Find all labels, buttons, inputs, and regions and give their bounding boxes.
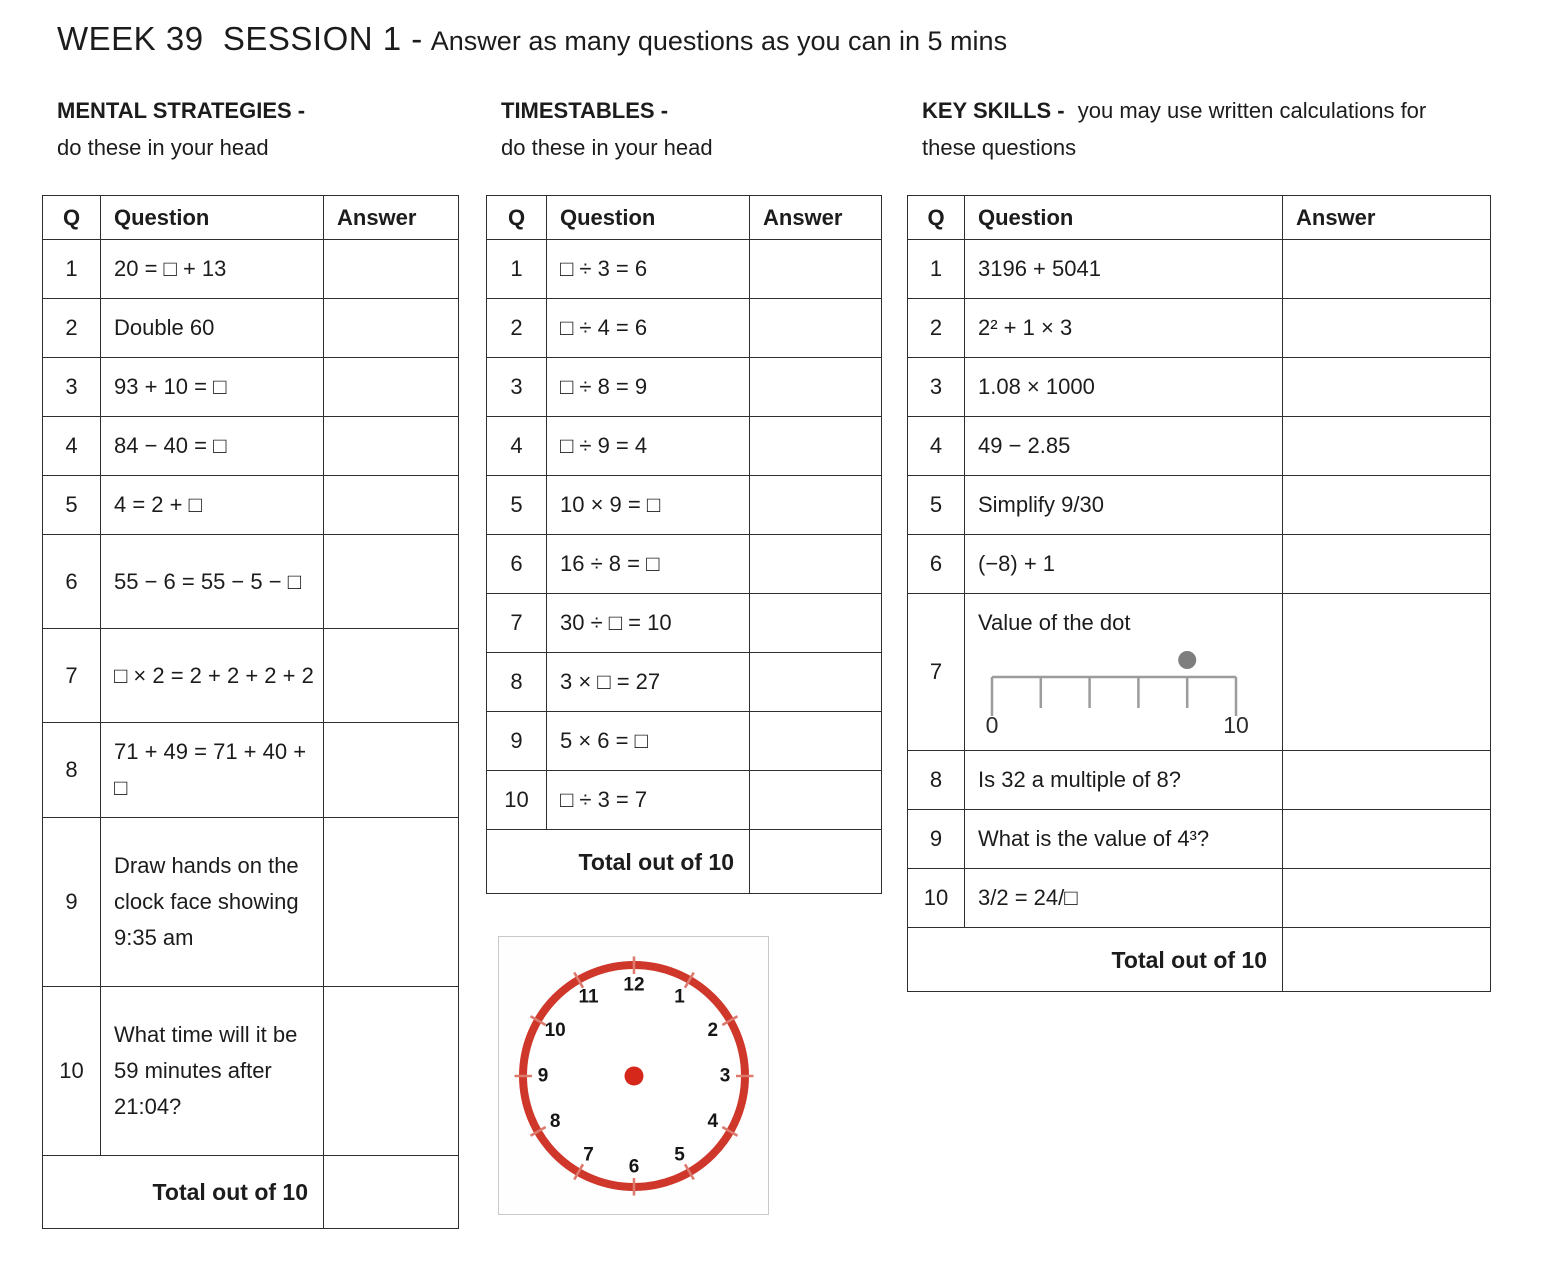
column-mental-strategies xyxy=(42,92,459,1229)
answer-cell[interactable] xyxy=(324,240,459,299)
table-row xyxy=(487,594,882,653)
question-text: □ × 2 = 2 + 2 + 2 + 2 xyxy=(101,629,324,723)
clock-number: 5 xyxy=(673,1143,685,1165)
clock-face-image[interactable] xyxy=(498,936,769,1215)
clock-number: 11 xyxy=(577,986,599,1008)
timestables-table xyxy=(486,195,882,894)
section-heading-timestables xyxy=(501,92,882,195)
total-row xyxy=(487,830,882,894)
key-skills-table xyxy=(907,195,1491,992)
answer-cell[interactable] xyxy=(750,299,882,358)
answer-cell[interactable] xyxy=(324,629,459,723)
table-row xyxy=(908,417,1491,476)
question-number: 10 xyxy=(43,987,101,1156)
question-number: 1 xyxy=(487,240,547,299)
table-row xyxy=(908,358,1491,417)
answer-cell[interactable] xyxy=(750,240,882,299)
table-row xyxy=(43,987,459,1156)
clock-number: 7 xyxy=(582,1143,594,1165)
answer-cell[interactable] xyxy=(750,594,882,653)
clock-number: 9 xyxy=(537,1065,548,1086)
total-row xyxy=(908,928,1491,992)
question-text: 3196 + 5041 xyxy=(965,240,1283,299)
question-number: 1 xyxy=(43,240,101,299)
answer-cell[interactable] xyxy=(324,476,459,535)
question-text: 71 + 49 = 71 + 40 + □ xyxy=(101,723,324,818)
table-row xyxy=(487,476,882,535)
page-title xyxy=(57,20,1550,58)
question-number: 2 xyxy=(908,299,965,358)
answer-cell[interactable] xyxy=(324,417,459,476)
table-row xyxy=(908,240,1491,299)
col-header-q: Q xyxy=(487,196,547,240)
answer-cell[interactable] xyxy=(1283,810,1491,869)
question-text: □ ÷ 8 = 9 xyxy=(547,358,750,417)
answer-cell[interactable] xyxy=(324,358,459,417)
question-text: 93 + 10 = □ xyxy=(101,358,324,417)
table-row xyxy=(43,240,459,299)
col-header-q: Q xyxy=(908,196,965,240)
clock-number: 6 xyxy=(628,1156,639,1177)
question-text: □ ÷ 3 = 7 xyxy=(547,771,750,830)
table-row xyxy=(487,299,882,358)
question-text: What time will it be 59 minutes after 21:04? xyxy=(101,987,324,1156)
question-text: 49 − 2.85 xyxy=(965,417,1283,476)
answer-cell[interactable] xyxy=(750,653,882,712)
table-row xyxy=(487,712,882,771)
section-subtitle: do these in your head xyxy=(57,135,269,160)
numberline-dot xyxy=(1178,651,1196,669)
total-answer-cell[interactable] xyxy=(750,830,882,894)
section-subtitle: do these in your head xyxy=(501,135,713,160)
clock-number: 8 xyxy=(549,1110,560,1132)
table-row xyxy=(908,810,1491,869)
table-row xyxy=(487,535,882,594)
question-text: Simplify 9/30 xyxy=(965,476,1283,535)
question-number: 1 xyxy=(908,240,965,299)
answer-cell[interactable] xyxy=(1283,594,1491,751)
answer-cell[interactable] xyxy=(750,712,882,771)
question-number: 8 xyxy=(43,723,101,818)
answer-cell[interactable] xyxy=(324,818,459,987)
total-answer-cell[interactable] xyxy=(324,1156,459,1229)
question-number: 4 xyxy=(43,417,101,476)
table-row xyxy=(43,299,459,358)
answer-cell[interactable] xyxy=(1283,476,1491,535)
question-number: 2 xyxy=(487,299,547,358)
table-row xyxy=(908,476,1491,535)
numberline-max-label: 10 xyxy=(1223,712,1249,738)
table-row xyxy=(908,751,1491,810)
question-text: 30 ÷ □ = 10 xyxy=(547,594,750,653)
table-row xyxy=(487,417,882,476)
clock-number: 1 xyxy=(673,986,685,1008)
question-number: 9 xyxy=(908,810,965,869)
question-number: 2 xyxy=(43,299,101,358)
table-row xyxy=(908,869,1491,928)
clock-number: 10 xyxy=(544,1019,566,1041)
table-row xyxy=(487,771,882,830)
section-title: TIMESTABLES - xyxy=(501,98,669,123)
table-row xyxy=(908,594,1491,751)
clock-center-dot xyxy=(624,1066,643,1085)
answer-cell[interactable] xyxy=(750,535,882,594)
question-text: □ ÷ 3 = 6 xyxy=(547,240,750,299)
table-row xyxy=(487,358,882,417)
question-number: 5 xyxy=(43,476,101,535)
answer-cell[interactable] xyxy=(1283,869,1491,928)
col-header-answer: Answer xyxy=(750,196,882,240)
question-text: 10 × 9 = □ xyxy=(547,476,750,535)
question-text: What is the value of 4³? xyxy=(965,810,1283,869)
question-number: 7 xyxy=(487,594,547,653)
question-number: 4 xyxy=(908,417,965,476)
table-row xyxy=(43,358,459,417)
answer-cell[interactable] xyxy=(750,358,882,417)
table-row xyxy=(43,535,459,629)
page-title-sub: Answer as many questions as you can in 5 mins xyxy=(430,26,1008,56)
total-answer-cell[interactable] xyxy=(1283,928,1491,992)
header-row xyxy=(487,196,882,240)
clock-svg[interactable] xyxy=(509,951,759,1201)
numberline xyxy=(978,643,1268,739)
answer-cell[interactable] xyxy=(1283,358,1491,417)
question-text: (−8) + 1 xyxy=(965,535,1283,594)
question-number: 9 xyxy=(43,818,101,987)
numberline-min-label: 0 xyxy=(985,712,999,738)
question-text: Value of the dot 0 10 xyxy=(965,594,1283,751)
answer-cell[interactable] xyxy=(1283,751,1491,810)
question-number: 3 xyxy=(43,358,101,417)
table-row xyxy=(487,240,882,299)
col-header-question: Question xyxy=(547,196,750,240)
question-text: Is 32 a multiple of 8? xyxy=(965,751,1283,810)
answer-cell[interactable] xyxy=(324,535,459,629)
question-number: 5 xyxy=(908,476,965,535)
question-number: 6 xyxy=(43,535,101,629)
answer-cell[interactable] xyxy=(324,723,459,818)
answer-cell[interactable] xyxy=(1283,535,1491,594)
answer-cell[interactable] xyxy=(1283,240,1491,299)
table-row xyxy=(43,723,459,818)
question-text: 2² + 1 × 3 xyxy=(965,299,1283,358)
question-text: 55 − 6 = 55 − 5 − □ xyxy=(101,535,324,629)
table-row xyxy=(43,476,459,535)
worksheet-columns xyxy=(42,92,1550,1229)
header-row xyxy=(908,196,1491,240)
total-row xyxy=(43,1156,459,1229)
answer-cell[interactable] xyxy=(750,771,882,830)
answer-cell[interactable] xyxy=(1283,417,1491,476)
question-text: 5 × 6 = □ xyxy=(547,712,750,771)
col-header-answer: Answer xyxy=(324,196,459,240)
question-text: 3/2 = 24/□ xyxy=(965,869,1283,928)
total-label: Total out of 10 xyxy=(487,830,750,894)
header-row xyxy=(43,196,459,240)
col-header-question: Question xyxy=(101,196,324,240)
table-row xyxy=(43,629,459,723)
section-heading-key-skills xyxy=(922,92,1434,195)
question-text: Draw hands on the clock face showing 9:35 am xyxy=(101,818,324,987)
answer-cell[interactable] xyxy=(750,476,882,535)
question-number: 10 xyxy=(487,771,547,830)
question-text: 3 × □ = 27 xyxy=(547,653,750,712)
mental-strategies-table xyxy=(42,195,459,1229)
answer-cell[interactable] xyxy=(324,299,459,358)
answer-cell[interactable] xyxy=(750,417,882,476)
answer-cell[interactable] xyxy=(1283,299,1491,358)
table-row xyxy=(43,417,459,476)
question-number: 3 xyxy=(487,358,547,417)
table-row xyxy=(487,653,882,712)
total-label: Total out of 10 xyxy=(908,928,1283,992)
table-row xyxy=(43,818,459,987)
question-number: 6 xyxy=(908,535,965,594)
column-timestables xyxy=(486,92,882,1215)
question-number: 9 xyxy=(487,712,547,771)
question-number: 5 xyxy=(487,476,547,535)
table-row xyxy=(908,535,1491,594)
clock-number: 4 xyxy=(707,1110,718,1132)
total-label: Total out of 10 xyxy=(43,1156,324,1229)
question-number: 7 xyxy=(908,594,965,751)
question-text: □ ÷ 4 = 6 xyxy=(547,299,750,358)
question-text: 20 = □ + 13 xyxy=(101,240,324,299)
question-text: Double 60 xyxy=(101,299,324,358)
question-number: 4 xyxy=(487,417,547,476)
question-text: □ ÷ 9 = 4 xyxy=(547,417,750,476)
question-number: 10 xyxy=(908,869,965,928)
page-title-main: WEEK 39 SESSION 1 - xyxy=(57,20,423,57)
col-header-question: Question xyxy=(965,196,1283,240)
question-number: 7 xyxy=(43,629,101,723)
col-header-q: Q xyxy=(43,196,101,240)
question-number: 3 xyxy=(908,358,965,417)
question-text: 4 = 2 + □ xyxy=(101,476,324,535)
question-text: 84 − 40 = □ xyxy=(101,417,324,476)
table-row xyxy=(908,299,1491,358)
section-heading-mental-strategies xyxy=(57,92,459,195)
clock-number: 12 xyxy=(622,974,645,995)
section-title: MENTAL STRATEGIES - xyxy=(57,98,306,123)
col-header-answer: Answer xyxy=(1283,196,1491,240)
clock-number: 3 xyxy=(719,1065,730,1086)
column-key-skills xyxy=(907,92,1491,992)
question-number: 8 xyxy=(487,653,547,712)
answer-cell[interactable] xyxy=(324,987,459,1156)
clock-number: 2 xyxy=(707,1019,718,1041)
question-text: 16 ÷ 8 = □ xyxy=(547,535,750,594)
question-text: 1.08 × 1000 xyxy=(965,358,1283,417)
section-subtitle: you may use written calculations for these questions xyxy=(922,98,1427,160)
question-number: 6 xyxy=(487,535,547,594)
section-title: KEY SKILLS - xyxy=(922,98,1065,123)
question-number: 8 xyxy=(908,751,965,810)
